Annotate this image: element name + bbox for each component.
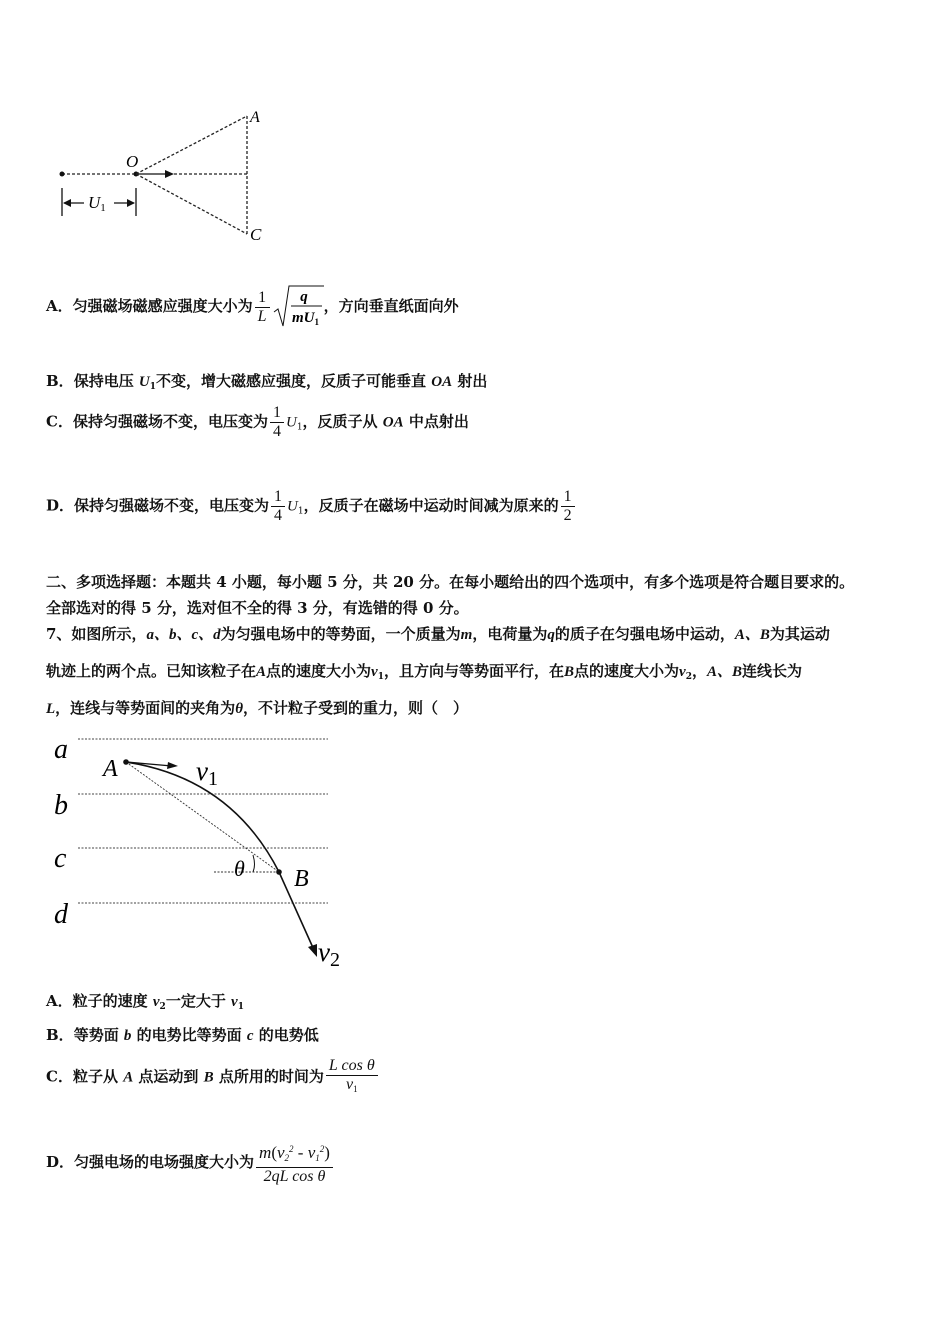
- dot-start: [60, 172, 65, 177]
- velocity-v1-head: [167, 762, 178, 769]
- q6-option-a: [46, 284, 459, 330]
- label-O: O: [126, 152, 139, 171]
- option-text-tail: ，方向垂直纸面向外: [323, 297, 459, 315]
- label-A: A: [103, 756, 118, 782]
- q6-option-b: B．保持电压 $U_1$不变，增大磁感应强度，反质子可能垂直 OA 射出: [46, 372, 488, 392]
- figure-equipotential: [46, 728, 356, 973]
- q7-option-c: C．粒子从 A 点运动到 B 点所用的时间为 $\frac{\text{L cos θ}}{v_1}$: [46, 1057, 380, 1098]
- section-heading-line2: 全部选对的得 5 分，选对但不全的得 3 分，有选错的得 0 分。: [46, 599, 469, 617]
- label-b: b: [54, 790, 68, 821]
- label-v2: v2: [318, 937, 340, 971]
- bracket-arrow-right-head: [127, 199, 135, 207]
- fraction-1-over-4: $\frac{1}{4}$: [270, 404, 284, 441]
- label-theta: θ: [234, 856, 245, 881]
- dash-OA: [136, 116, 247, 174]
- dash-OC: [136, 174, 247, 234]
- q7-stem-line1: 7、如图所示，a、b、c、d为匀强电场中的等势面，一个质量为m，电荷量为q的质子在匀强电场中运动，A、B为其运动: [46, 625, 830, 643]
- velocity-v2-head: [308, 944, 317, 957]
- sqrt-expression: [272, 284, 324, 330]
- q7-option-a: A．粒子的速度 $v_2$一定大于 $v_1$: [46, 992, 244, 1012]
- q6-option-c: C．保持匀强磁场不变，电压变为 $\frac{1}{4}$ $U_1$，反质子从 OA 中点射出: [46, 404, 469, 440]
- label-A: A: [250, 109, 260, 126]
- fraction-1-over-2: $\frac{1}{2}$: [561, 488, 575, 525]
- option-letter: A．: [46, 297, 73, 315]
- label-B: B: [294, 866, 309, 892]
- angle-arc: [253, 855, 255, 872]
- svg-text:mU1: $mU_1$: [291, 310, 319, 327]
- q7-stem-line2: 轨迹上的两个点。已知该粒子在A点的速度大小为$v_1$，且方向与等势面平行，在B点的速度大小为$v_2$，A、B连线长为: [46, 662, 803, 682]
- fraction-1-over-4: $\frac{1}{4}$: [271, 488, 285, 525]
- squared: 2: [289, 1144, 294, 1154]
- q7-stem-line3: L，连线与等势面间的夹角为θ，不计粒子受到的重力，则（ ）: [46, 699, 468, 717]
- label-d: d: [54, 899, 68, 930]
- bracket-arrow-left-head: [63, 199, 71, 207]
- fraction-time: $\frac{\text{L cos θ}}{v_1}$: [326, 1057, 378, 1098]
- point-A: [123, 759, 129, 765]
- label-C: C: [250, 225, 262, 244]
- velocity-v1-arrow: [126, 762, 172, 766]
- figure-accelerating-field: [40, 100, 280, 250]
- section-heading: 二、多项选择题：本题共 4 小题，每小题 5 分，共 20 分。在每小题给出的四个选项中，有多个选项是符合题目要求的。: [46, 573, 855, 591]
- point-B: [276, 869, 282, 875]
- label-v1: v1: [196, 756, 218, 790]
- svg-text:q: q: [299, 289, 308, 305]
- q7-option-b: B．等势面 b 的电势比等势面 c 的电势低: [46, 1026, 319, 1044]
- label-c: c: [54, 843, 67, 874]
- q7-option-d: D．匀强电场的电场强度大小为 $\frac{m(v_2^2 - v_1^2)}{\text{2qL cos θ}}$: [46, 1140, 335, 1186]
- label-U1: U1: [88, 193, 106, 214]
- label-a: a: [54, 734, 68, 765]
- arrow-velocity-head: [165, 170, 174, 178]
- fraction-1-over-L: $\frac{1}{L}$: [255, 289, 270, 326]
- option-text: 匀强磁场磁感应强度大小为: [72, 297, 253, 315]
- fraction-field-strength: $\frac{m(v_2^2 - v_1^2)}{\text{2qL cos θ}}$: [256, 1140, 333, 1186]
- q6-option-d: D．保持匀强磁场不变，电压变为 $\frac{1}{4}$ $U_1$，反质子在磁场中运动时间减为原来的 $\frac{1}{2}$: [46, 488, 577, 525]
